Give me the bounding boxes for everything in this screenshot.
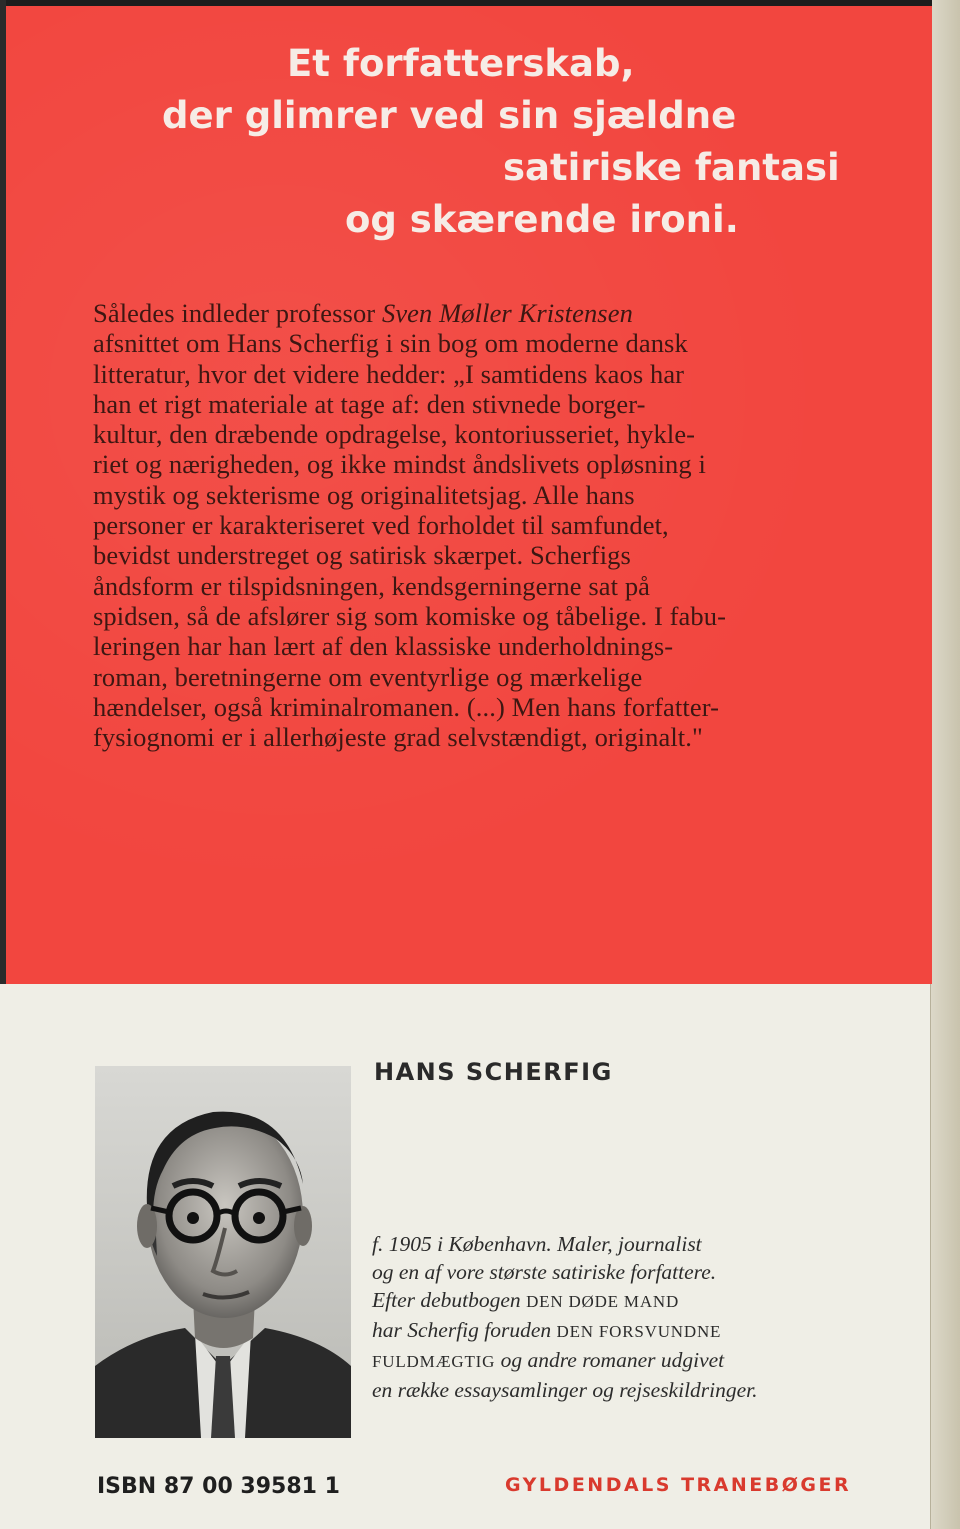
quote-line: litteratur, hvor det videre hedder: „I samtidens kaos har — [93, 358, 685, 389]
book-title: DEN FORSVUNDNE — [556, 1322, 722, 1341]
quote-line: bevidst understreget og satirisk skærpet. Scherfigs — [93, 540, 631, 571]
quote-line: leringen har han lært af den klassiske underholdnings- — [93, 631, 674, 662]
headline-line: satiriske fantasi — [503, 146, 840, 189]
quote-line: mystik og sekterisme og originalitetsjag. Alle hans — [93, 479, 635, 510]
quote-line: spidsen, så de afslører sig som komiske og tåbelige. I fabu- — [93, 600, 727, 631]
author-portrait — [95, 1066, 351, 1438]
quote-line: han et rigt materiale at tage af: den stivnede borger- — [93, 388, 646, 419]
book-title: DEN DØDE MAND — [526, 1292, 680, 1311]
headline-line: der glimrer ved sin sjældne — [162, 94, 737, 137]
portrait-image — [95, 1066, 351, 1438]
quote-line: åndsform er tilspidsningen, kendsgerningerne sat på — [93, 570, 651, 601]
bio-line: har Scherfig foruden DEN FORSVUNDNE — [372, 1318, 722, 1342]
quote-line: personer er karakteriseret ved forholdet til samfundet, — [93, 510, 669, 541]
critic-name: Sven Møller Kristensen — [381, 298, 633, 328]
quote-line: kultur, den dræbende opdragelse, kontoriusseriet, hykle- — [93, 419, 696, 450]
quote-line: afsnittet om Hans Scherfig i sin bog om moderne dansk — [93, 328, 688, 359]
left-edge — [0, 0, 6, 984]
quote-line: Således indleder professor Sven Møller Kristensen — [93, 298, 633, 328]
headline-line: og skærende ironi. — [345, 198, 739, 241]
publisher-series: GYLDENDALS TRANEBØGER — [505, 1474, 852, 1496]
headline-line: Et forfatterskab, — [287, 42, 635, 85]
bio-line: FULDMÆGTIG og andre romaner udgivet — [372, 1348, 725, 1372]
author-bio — [372, 1230, 812, 1404]
quote-line: riet og nærigheden, og ikke mindst åndslivets opløsning i — [93, 449, 706, 480]
author-name: HANS SCHERFIG — [374, 1058, 613, 1086]
bio-line: Efter debutbogen DEN DØDE MAND — [372, 1288, 680, 1312]
quote-line: hændelser, også kriminalromanen. (...) Men hans forfatter- — [93, 691, 720, 722]
quote-line: roman, beretningerne om eventyrlige og mærkelige — [93, 661, 643, 692]
top-edge — [0, 0, 932, 6]
bio-line: f. 1905 i København. Maler, journalist — [372, 1232, 702, 1256]
book-title: FULDMÆGTIG — [372, 1352, 496, 1371]
bio-line: en række essaysamlinger og rejseskildringer. — [372, 1378, 758, 1402]
quote-line: fysiognomi er i allerhøjeste grad selvstændigt, originalt." — [93, 722, 703, 753]
cover-edge — [930, 0, 960, 1529]
review-quote — [93, 298, 828, 752]
bio-line: og en af vore største satiriske forfattere. — [372, 1260, 717, 1284]
isbn-number: ISBN 87 00 39581 1 — [97, 1474, 340, 1499]
